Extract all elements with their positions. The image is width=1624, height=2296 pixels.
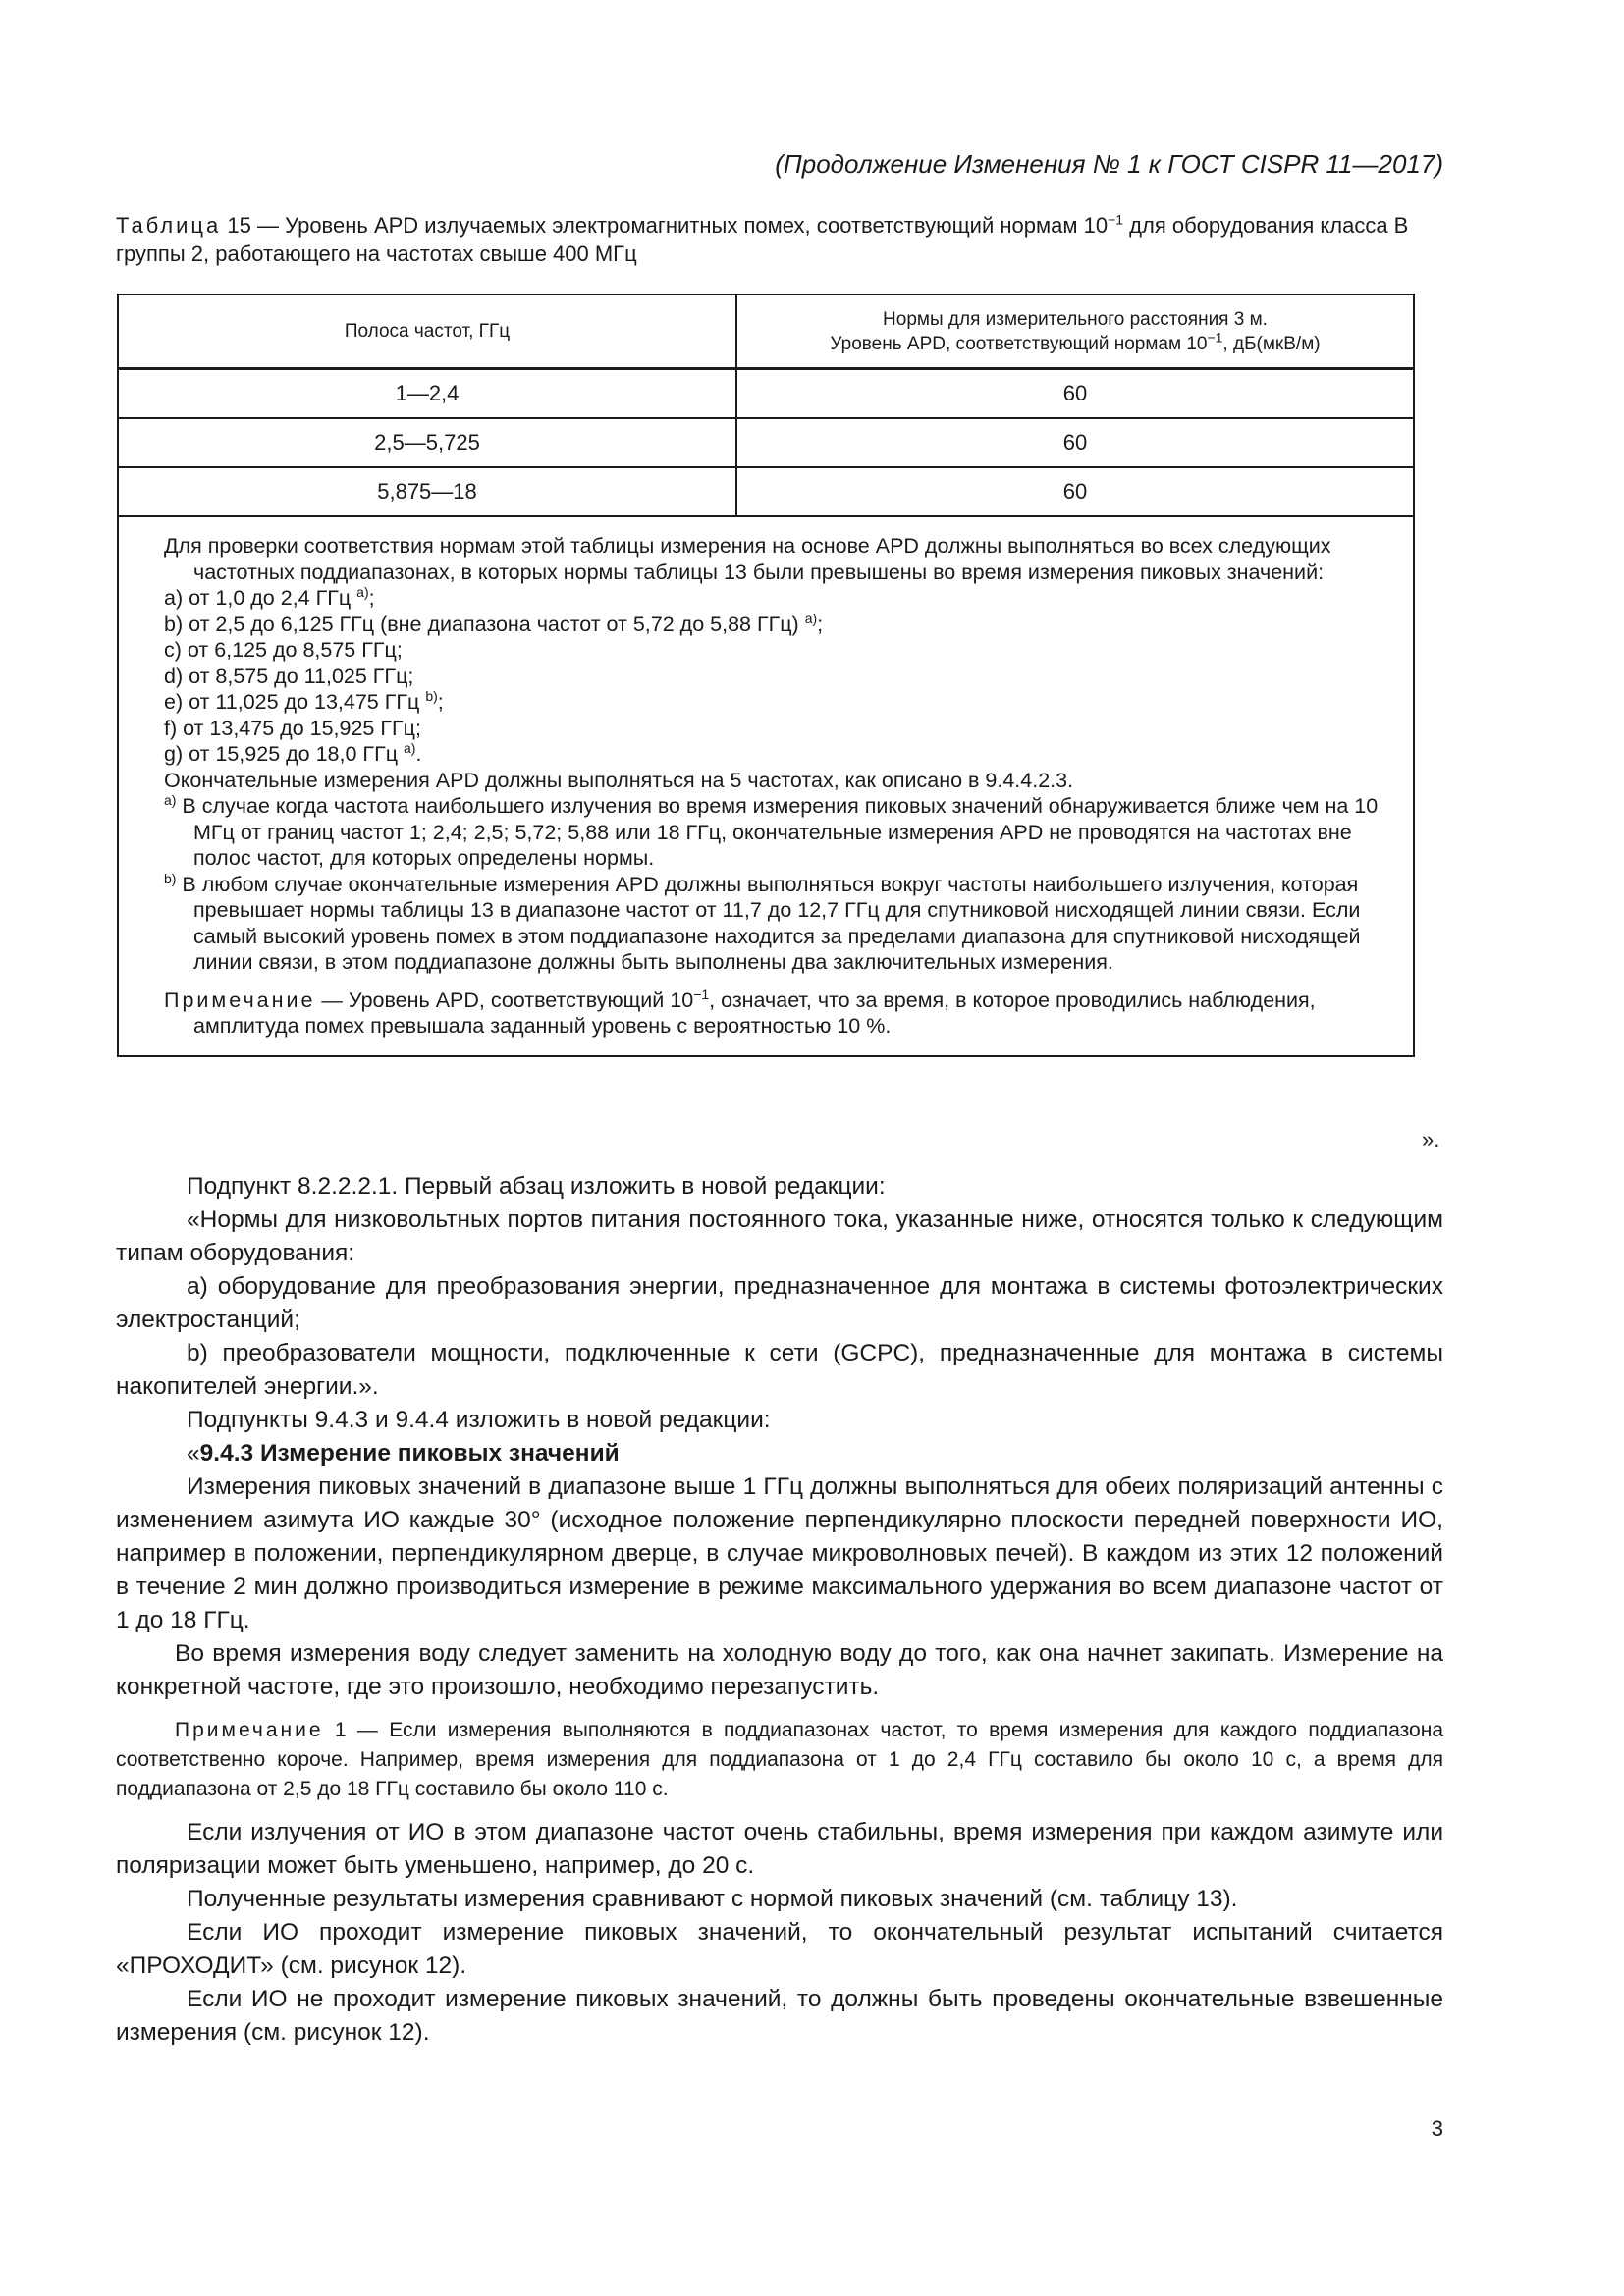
- subband-item: g) от 15,925 до 18,0 ГГц $^{a)}$.: [164, 739, 422, 766]
- table-header-row: [118, 294, 1414, 369]
- limit-cell: 60: [736, 467, 1414, 516]
- paragraph: Если излучения от ИО в этом диапазоне частот очень стабильны, время измерения при каждом азимуте или поляризации может быть уменьшено, например, до 20 с.: [116, 1819, 1443, 1879]
- paragraph: Подпункты 9.4.3 и 9.4.4 изложить в новой редакции:: [187, 1407, 771, 1433]
- band-cell: 5,875—18: [118, 467, 736, 516]
- subband-item: c) от 6,125 до 8,575 ГГц;: [164, 638, 403, 662]
- paragraph: b) преобразователи мощности, подключенные к сети (GCPC), предназначенные для монтажа в системы накопителей энергии.».: [116, 1340, 1443, 1400]
- table-notes: [118, 516, 1414, 1056]
- band-cell: 1—2,4: [118, 369, 736, 419]
- col-header-frequency-band: Полоса частот, ГГц: [118, 294, 736, 369]
- table-caption-number: 15: [227, 213, 251, 238]
- limit-cell: 60: [736, 369, 1414, 419]
- paragraph: Если ИО не проходит измерение пиковых значений, то должны быть проведены окончательные взвешенные измерения (см. рисунок 12).: [116, 1986, 1443, 2046]
- table-row: [118, 418, 1414, 467]
- limit-cell: 60: [736, 418, 1414, 467]
- closing-quote: ».: [1422, 1127, 1440, 1151]
- subband-item: f) от 13,475 до 15,925 ГГц;: [164, 716, 421, 740]
- paragraph: Полученные результаты измерения сравнивают с нормой пиковых значений (см. таблицу 13).: [187, 1886, 1238, 1912]
- body-text: [116, 1170, 1443, 2050]
- table-remark: Примечание — Уровень APD, соответствующий $10^{-1}$, означает, что за время, в которое проводились наблюдения, амплитуда помех превышала заданный уровень с вероятностью 10 %.: [164, 986, 1316, 1038]
- table-row: [118, 369, 1414, 419]
- subband-item: d) от 8,575 до 11,025 ГГц;: [164, 664, 414, 688]
- subband-item: e) от 11,025 до 13,475 ГГц $^{b)}$;: [164, 687, 444, 714]
- footnote-a: $^{a)}$ В случае когда частота наибольшего излучения во время измерения пиковых значений обнаруживается ближе чем на 10 МГц от границ частот 1; 2,4; 2,5; 5,72; 5,88 или 18 ГГц, окончательные измерения APD не проводятся на частотах вне полос частот, для которых определены нормы.: [164, 791, 1379, 870]
- paragraph: Во время измерения воду следует заменить на холодную воду до того, как она начнет закипать. Измерение на конкретной частоте, где это произошло, необходимо перезапустить.: [116, 1640, 1443, 1700]
- subband-item: a) от 1,0 до 2,4 ГГц $^{a)}$;: [164, 583, 375, 610]
- paragraph: «Нормы для низковольтных портов питания постоянного тока, указанные ниже, относятся только к следующим типам оборудования:: [116, 1206, 1443, 1266]
- table-row: [118, 467, 1414, 516]
- col-header-limits: Нормы для измерительного расстояния 3 м. Уровень APD, соответствующий нормам $10^{-1}$, дБ(мкВ/м): [736, 294, 1414, 369]
- paragraph: Измерения пиковых значений в диапазоне выше 1 ГГц должны выполняться для обеих поляризаций антенны с изменением азимута ИО каждые 30° (исходное положение перпендикулярно плоскости передней поверхности ИО, например в положении, перпендикулярном дверце, в случае микроволновых печей). В каждом из этих 12 положений в течение 2 мин должно производиться измерение в режиме максимального удержания во всем диапазоне частот от 1 до 18 ГГц.: [116, 1473, 1443, 1633]
- notes-intro: Для проверки соответствия нормам этой таблицы измерения на основе APD должны выполняться во всех следующих частотных поддиапазонах, в которых нормы таблицы 13 были превышены во время измерения пиковых значений:: [164, 534, 1331, 584]
- table-caption-label: Таблица: [116, 213, 222, 238]
- band-cell: 2,5—5,725: [118, 418, 736, 467]
- page-number: 3: [1431, 2116, 1443, 2141]
- table-caption: Таблица 15 — Уровень APD излучаемых электромагнитных помех, соответствующий нормам $10^{-1}$ для оборудования класса B группы 2, работающего на частотах свыше 400 МГц: [116, 211, 1409, 266]
- apd-limits-table: [117, 294, 1415, 1057]
- note-1: Примечание 1 — Если измерения выполняются в поддиапазонах частот, то время измерения для каждого поддиапазона соответственно короче. Например, время измерения для поддиапазона от 1 до 2,4 ГГц составило бы около 10 с, а время для поддиапазона от 2,5 до 18 ГГц составило бы около 110 с.: [116, 1719, 1443, 1800]
- footnote-b: $^{b)}$ В любом случае окончательные измерения APD должны выполняться вокруг частоты наибольшего излучения, которая превышает нормы таблицы 13 в диапазоне частот от 11,7 до 12,7 ГГц для спутниковой нисходящей линии связи. Если самый высокий уровень помех в этом поддиапазоне находится за пределами диапазона для спутниковой нисходящей линии связи, в этом поддиапазоне должны быть выполнены два заключительных измерения.: [164, 870, 1361, 974]
- paragraph: Подпункт 8.2.2.2.1. Первый абзац изложить в новой редакции:: [187, 1173, 886, 1200]
- subband-item: b) от 2,5 до 6,125 ГГц (вне диапазона частот от 5,72 до 5,88 ГГц) $^{a)}$;: [164, 610, 824, 636]
- paragraph: a) оборудование для преобразования энергии, предназначенное для монтажа в системы фотоэлектрических электростанций;: [116, 1273, 1443, 1333]
- section-heading: «9.4.3 Измерение пиковых значений: [187, 1440, 620, 1467]
- paragraph: Если ИО проходит измерение пиковых значений, то окончательный результат испытаний считается «ПРОХОДИТ» (см. рисунок 12).: [116, 1919, 1443, 1979]
- running-header: (Продолжение Изменения № 1 к ГОСТ CISPR 11—2017): [775, 149, 1443, 179]
- notes-final: Окончательные измерения APD должны выполняться на 5 частотах, как описано в 9.4.4.2.3.: [164, 768, 1074, 792]
